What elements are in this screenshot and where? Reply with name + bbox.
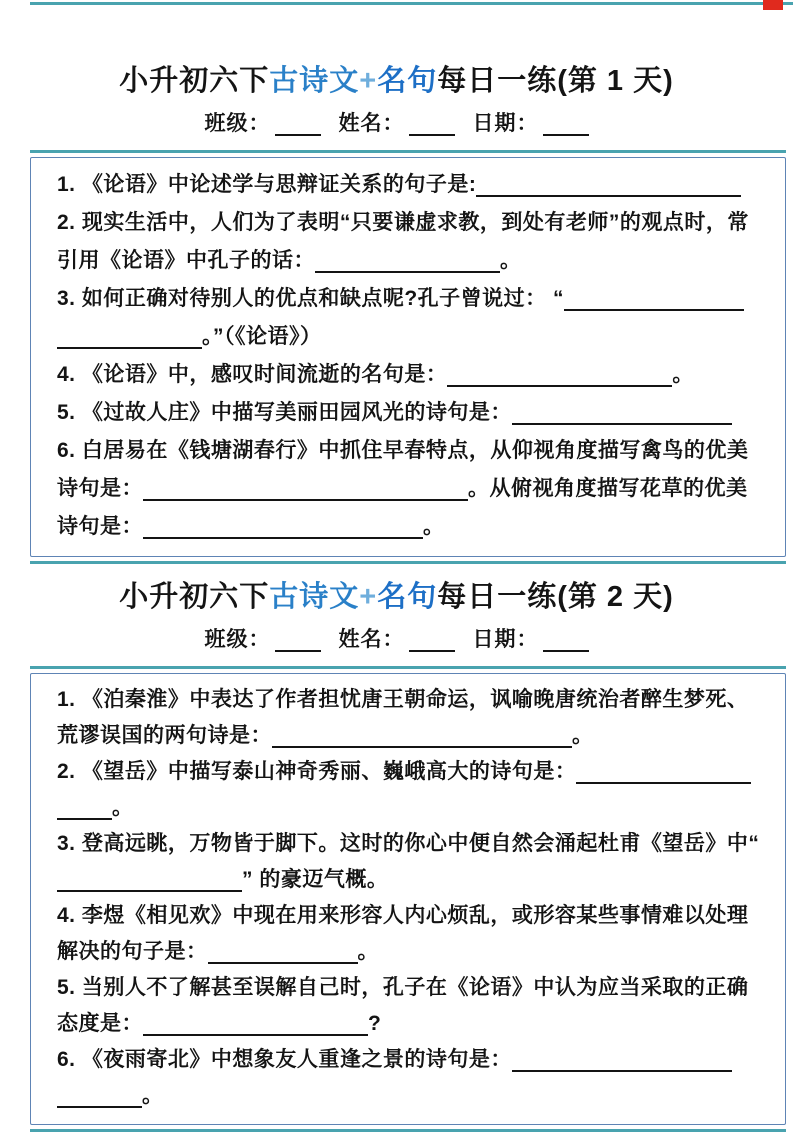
field-blank[interactable] — [409, 648, 455, 652]
question-text: 6. 白居易在《钱塘湖春行》中抓住早春特点，从仰视角度描写禽鸟的优美诗句是： — [57, 439, 749, 500]
title-prefix: 小升初六下 — [119, 581, 270, 613]
page-title — [0, 574, 793, 615]
field-blank[interactable] — [543, 132, 589, 136]
question-text: 。 — [672, 363, 694, 386]
title-highlight-quotes: 名句 — [377, 65, 438, 97]
field-blank[interactable] — [275, 648, 321, 652]
question-box-wrap — [30, 150, 786, 564]
header-field — [339, 112, 455, 135]
header-field — [339, 628, 455, 651]
worksheet-day-1 — [0, 0, 793, 564]
title-highlight-plus: + — [359, 65, 378, 97]
question-text: 。”（《论语》） — [202, 325, 322, 348]
question-text: 2. 《望岳》中描写泰山神奇秀丽、巍峨高大的诗句是： — [57, 760, 577, 783]
field-blank[interactable] — [275, 132, 321, 136]
answer-blank[interactable] — [576, 780, 751, 784]
page-title — [0, 58, 793, 99]
question-text: 3. 登高远眺，万物皆于脚下。这时的你心中便自然会涌起杜甫《望岳》中“ — [57, 832, 760, 855]
fields-row — [0, 623, 793, 653]
question-text: 1. 《论语》中论述学与思辩证关系的句子是: — [57, 173, 477, 196]
header-field — [205, 628, 321, 651]
title-suffix: 每日一练(第 2 天) — [437, 581, 674, 613]
title-highlight-poetry: 古诗文 — [269, 65, 360, 97]
answer-blank[interactable] — [57, 345, 202, 349]
answer-blank[interactable] — [564, 307, 744, 311]
answer-blank[interactable] — [143, 535, 423, 539]
field-label: 姓名： — [338, 112, 405, 135]
answer-blank[interactable] — [143, 1032, 368, 1036]
question-text: 2. 现实生活中，人们为了表明“只要谦虚求教，到处有老师”的观点时，常引用《论语》中孔子的话： — [57, 211, 749, 272]
field-label: 班级： — [204, 112, 271, 135]
question-text: ” 的豪迈气概。 — [242, 868, 389, 891]
field-blank[interactable] — [543, 648, 589, 652]
answer-blank[interactable] — [208, 960, 358, 964]
question-text: ? — [368, 1012, 382, 1035]
worksheet-day-2 — [0, 564, 793, 1132]
answer-blank[interactable] — [512, 1068, 732, 1072]
question — [57, 682, 761, 754]
answer-blank[interactable] — [143, 497, 468, 501]
question-box — [30, 157, 786, 557]
field-label: 日期： — [472, 112, 539, 135]
question-text: 1. 《泊秦淮》中表达了作者担忧唐王朝命运，讽喻晚唐统治者醉生梦死、荒谬误国的两句诗是： — [57, 688, 749, 747]
question-text: 6. 《夜雨寄北》中想象友人重逢之景的诗句是： — [57, 1048, 512, 1071]
question — [57, 394, 761, 432]
title-suffix: 每日一练(第 1 天) — [437, 65, 674, 97]
field-label: 姓名： — [338, 628, 405, 651]
question — [57, 898, 761, 970]
answer-blank[interactable] — [272, 744, 572, 748]
question — [57, 166, 761, 204]
question-text: 。 — [572, 724, 594, 747]
field-label: 日期： — [472, 628, 539, 651]
question-text: 。从俯视角度描写花草的优美诗句是： — [57, 477, 748, 538]
field-label: 班级： — [204, 628, 271, 651]
question — [57, 754, 761, 826]
question — [57, 826, 761, 898]
answer-blank[interactable] — [512, 421, 732, 425]
answer-blank[interactable] — [447, 383, 672, 387]
corner-marker — [763, 0, 783, 10]
question — [57, 1042, 761, 1114]
answer-blank[interactable] — [57, 816, 112, 820]
question-box — [30, 673, 786, 1125]
question-text: 5. 《过故人庄》中描写美丽田园风光的诗句是： — [57, 401, 512, 424]
header-field — [473, 112, 589, 135]
title-prefix: 小升初六下 — [119, 65, 270, 97]
question-text: 。 — [112, 796, 134, 819]
answer-blank[interactable] — [57, 1104, 142, 1108]
question — [57, 356, 761, 394]
field-blank[interactable] — [409, 132, 455, 136]
question-text: 5. 当别人不了解甚至误解自己时，孔子在《论语》中认为应当采取的正确态度是： — [57, 976, 749, 1035]
header-field — [473, 628, 589, 651]
question — [57, 970, 761, 1042]
question-text: 。 — [500, 249, 522, 272]
fields-row — [0, 107, 793, 137]
answer-blank[interactable] — [57, 888, 242, 892]
question — [57, 204, 761, 280]
title-highlight-plus: + — [359, 581, 378, 613]
question-text: 3. 如何正确对待别人的优点和缺点呢?孔子曾说过： “ — [57, 287, 565, 310]
question-box-wrap — [30, 666, 786, 1132]
title-highlight-poetry: 古诗文 — [269, 581, 360, 613]
question — [57, 432, 761, 546]
header-field — [205, 112, 321, 135]
question-text: 。 — [423, 515, 445, 538]
top-accent-line — [30, 2, 793, 5]
question — [57, 280, 761, 356]
question-text: 。 — [357, 940, 379, 963]
answer-blank[interactable] — [476, 193, 741, 197]
question-text: 。 — [142, 1084, 164, 1107]
title-highlight-quotes: 名句 — [377, 581, 438, 613]
question-text: 4. 《论语》中，感叹时间流逝的名句是： — [57, 363, 448, 386]
answer-blank[interactable] — [315, 269, 500, 273]
question-text: 4. 李煜《相见欢》中现在用来形容人内心烦乱，或形容某些事情难以处理解决的句子是： — [57, 904, 749, 963]
